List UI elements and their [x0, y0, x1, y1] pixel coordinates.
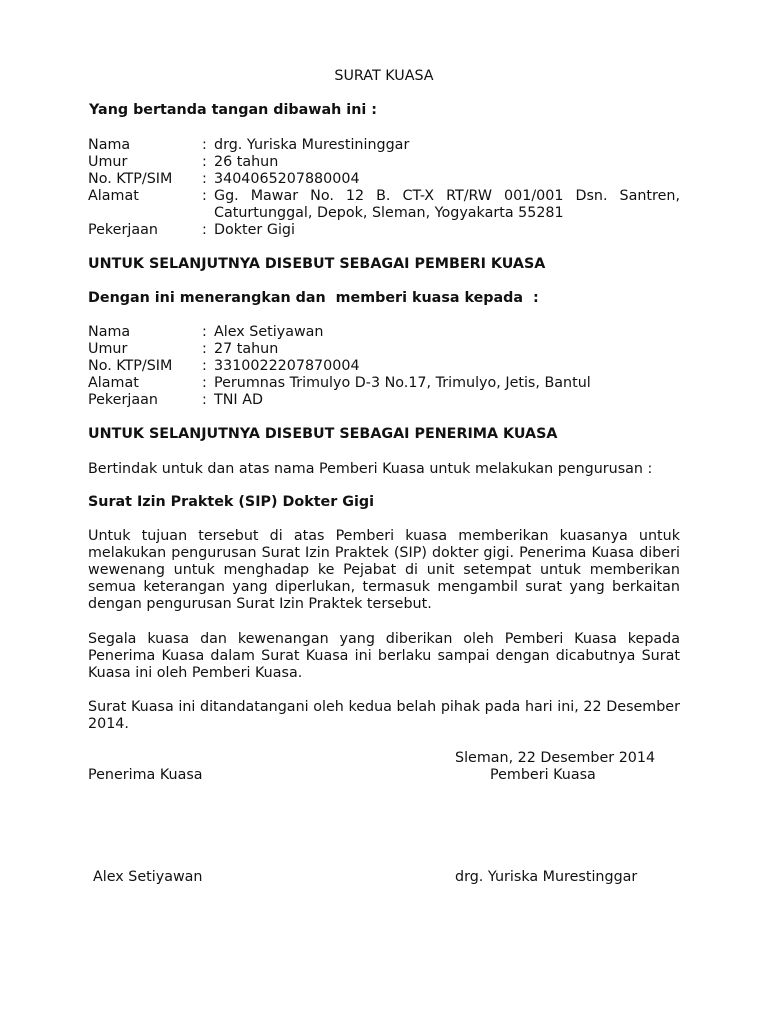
field-label: Nama [88, 324, 131, 340]
grantor-row-ktp [88, 171, 680, 188]
field-colon: : [202, 392, 207, 408]
grantee-row-alamat [88, 375, 680, 392]
field-label: Alamat [88, 188, 139, 204]
grantor-row-nama [88, 137, 680, 154]
field-colon: : [202, 188, 207, 204]
field-value: 3404065207880004 [214, 171, 360, 187]
field-colon: : [202, 341, 207, 357]
grantor-row-umur [88, 154, 680, 171]
field-colon: : [202, 137, 207, 153]
field-colon: : [202, 375, 207, 391]
field-label: Alamat [88, 375, 139, 391]
grantee-row-nama [88, 324, 680, 341]
grant-statement: Dengan ini menerangkan dan memberi kuasa kepada : [88, 290, 539, 306]
document-title: SURAT KUASA [334, 68, 434, 84]
field-label: No. KTP/SIM [88, 358, 173, 374]
mandate-intro-text: Bertindak untuk dan atas nama Pemberi Kuasa untuk melakukan pengurusan : [88, 461, 653, 477]
grantor-signer-name: drg. Yuriska Murestinggar [455, 869, 638, 885]
grantee-row-ktp [88, 358, 680, 375]
field-value: Dokter Gigi [214, 222, 295, 238]
field-value: Alex Setiyawan [214, 324, 324, 340]
paragraph-validity: Segala kuasa dan kewenangan yang diberikan oleh Pemberi Kuasa kepada Penerima Kuasa dalam Surat Kuasa ini berlaku sampai dengan dicabutnya Surat Kuasa ini oleh Pemberi Kuasa. [88, 631, 680, 681]
field-label: Pekerjaan [88, 222, 158, 238]
field-colon: : [202, 154, 207, 170]
mandate-subject: Surat Izin Praktek (SIP) Dokter Gigi [88, 494, 375, 510]
grantee-row-pekerjaan [88, 392, 680, 409]
field-label: No. KTP/SIM [88, 171, 173, 187]
field-colon: : [202, 358, 207, 374]
grantee-details [88, 324, 680, 409]
field-value: Perumnas Trimulyo D-3 No.17, Trimulyo, Jetis, Bantul [214, 375, 591, 391]
paragraph-signing: Surat Kuasa ini ditandatangani oleh kedua belah pihak pada hari ini, 22 Desember 2014. [88, 699, 680, 732]
grantor-row-pekerjaan [88, 222, 680, 239]
field-value: 3310022207870004 [214, 358, 360, 374]
grantee-role-label: Penerima Kuasa [88, 767, 203, 783]
grantee-row-umur [88, 341, 680, 358]
field-label: Pekerjaan [88, 392, 158, 408]
field-value: 26 tahun [214, 154, 279, 170]
grantee-heading: UNTUK SELANJUTNYA DISEBUT SEBAGAI PENERIMA KUASA [88, 426, 558, 442]
place-date: Sleman, 22 Desember 2014 [455, 750, 656, 766]
field-value: 27 tahun [214, 341, 279, 357]
field-value: TNI AD [214, 392, 263, 408]
grantor-role-label: Pemberi Kuasa [490, 767, 596, 783]
field-colon: : [202, 324, 207, 340]
field-value: Gg. Mawar No. 12 B. CT-X RT/RW 001/001 Dsn. Santren, Caturtunggal, Depok, Sleman, Yogyakarta 55281 [214, 188, 680, 221]
paragraph-purpose: Untuk tujuan tersebut di atas Pemberi kuasa memberikan kuasanya untuk melakukan pengurusan Surat Izin Praktek (SIP) dokter gigi. Penerima Kuasa diberi wewenang untuk menghadap ke Pejabat di unit setempat untuk memberikan semua keterangan yang diperlukan, termasuk mengambil surat yang berkaitan dengan pengurusan Surat Izin Praktek tersebut. [88, 528, 680, 612]
grantor-heading: UNTUK SELANJUTNYA DISEBUT SEBAGAI PEMBERI KUASA [88, 256, 546, 272]
grantor-details [88, 137, 680, 239]
mandate-intro [88, 461, 680, 478]
grantor-row-alamat [88, 188, 680, 222]
intro-line: Yang bertanda tangan dibawah ini : [89, 102, 377, 118]
grantee-signer-name: Alex Setiyawan [93, 869, 203, 885]
field-label: Nama [88, 137, 131, 153]
field-colon: : [202, 171, 207, 187]
field-value: drg. Yuriska Murestininggar [214, 137, 410, 153]
field-label: Umur [88, 154, 128, 170]
field-label: Umur [88, 341, 128, 357]
field-colon: : [202, 222, 207, 238]
